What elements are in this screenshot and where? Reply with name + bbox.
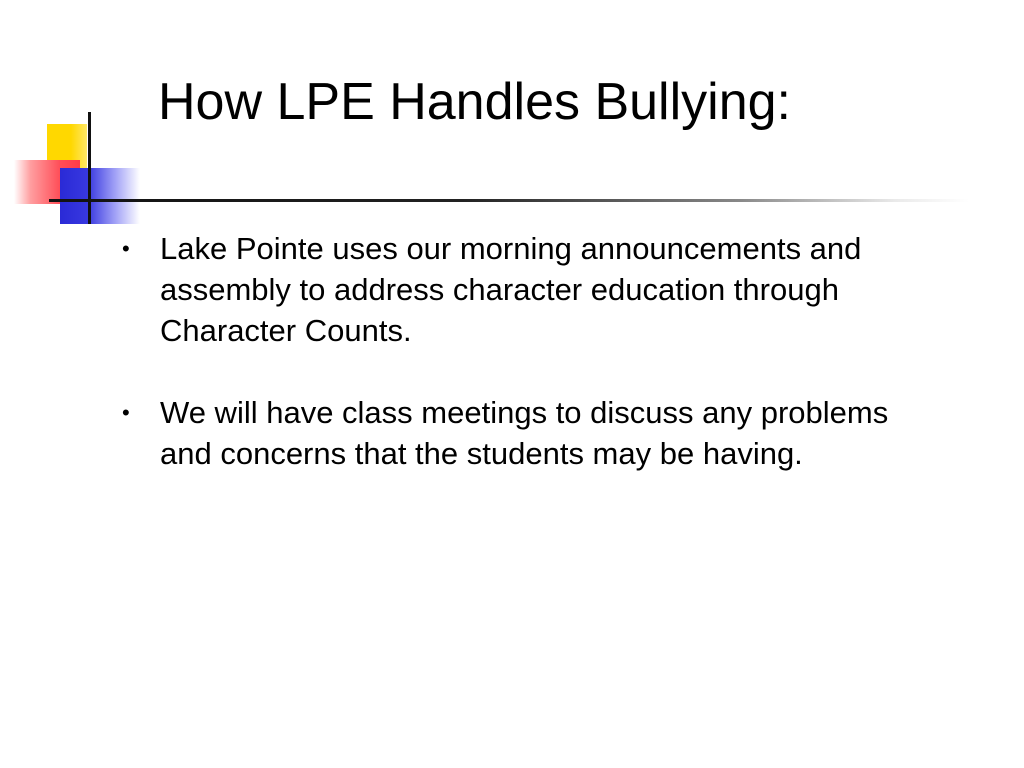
decorative-blue-square [60, 168, 140, 224]
decorative-vertical-line [88, 112, 91, 224]
bullet-item [118, 392, 948, 474]
bullet-dot-icon: • [122, 400, 130, 425]
title-underline-rule [49, 199, 969, 202]
bullet-item [118, 228, 948, 351]
bullet-text: Lake Pointe uses our morning announcements and assembly to address character education through Character Counts. [160, 231, 862, 348]
bullet-dot-icon: • [122, 236, 130, 261]
bullet-list [118, 228, 948, 515]
slide-title: How LPE Handles Bullying: [158, 73, 791, 131]
bullet-text: We will have class meetings to discuss any problems and concerns that the students may be having. [160, 395, 889, 471]
